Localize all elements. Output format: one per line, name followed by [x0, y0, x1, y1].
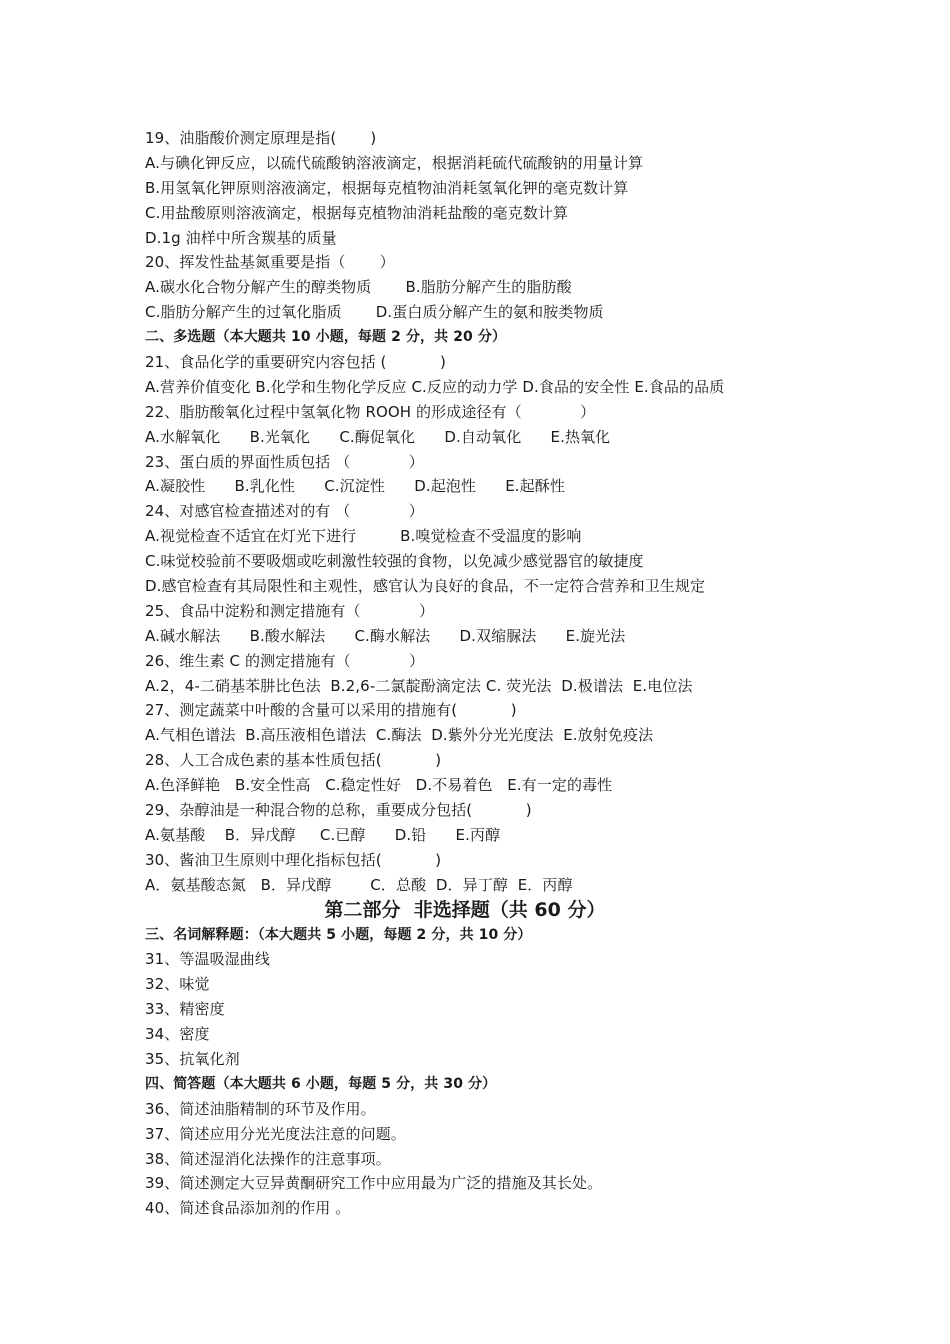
document-body: [145, 126, 845, 1221]
question-20-options-cd: C.脂肪分解产生的过氧化脂质 D.蛋白质分解产生的氨和胺类物质: [145, 303, 604, 322]
question-21-stem: 21、食品化学的重要研究内容包括 ( ): [145, 353, 447, 372]
question-21-options: A.营养价值变化 B.化学和生物化学反应 C.反应的动力学 D.食品的安全性 E.食品的品质: [145, 377, 725, 396]
part-2-title: 第二部分 非选择题（共 60 分）: [324, 898, 606, 921]
question-24-option-c: C.味觉校验前不要吸烟或吃刺激性较强的食物，以免减少感觉器官的敏捷度: [145, 552, 644, 571]
question-35: 35、抗氧化剂: [145, 1049, 240, 1068]
question-23-options: A.凝胶性 B.乳化性 C.沉淀性 D.起泡性 E.起酥性: [145, 477, 565, 496]
question-19-option-d: D.1g 油样中所含羰基的质量: [145, 228, 337, 247]
question-31: 31、等温吸湿曲线: [145, 950, 270, 969]
question-23-stem: 23、蛋白质的界面性质包括 （ ）: [145, 452, 424, 471]
question-28-stem: 28、人工合成色素的基本性质包括( ): [145, 751, 442, 770]
question-29-options: A.氨基酸 B．异戊醇 C.已醇 D.铅 E.丙醇: [145, 825, 501, 844]
question-24-stem: 24、对感官检查描述对的有 （ ）: [145, 502, 424, 521]
question-39: 39、简述测定大豆异黄酮研究工作中应用最为广泛的措施及其长处。: [145, 1174, 603, 1193]
question-24-options-ab: A.视觉检查不适宜在灯光下进行 B.嗅觉检查不受温度的影响: [145, 527, 582, 546]
section-3-heading: 三、名词解释题：（本大题共 5 小题，每题 2 分，共 10 分）: [145, 926, 532, 943]
question-20-options-ab: A.碳水化合物分解产生的醇类物质 B.脂肪分解产生的脂肪酸: [145, 278, 572, 297]
question-36: 36、简述油脂精制的环节及作用。: [145, 1099, 376, 1118]
question-26-stem: 26、维生素 C 的测定措施有（ ）: [145, 651, 425, 670]
question-34: 34、密度: [145, 1025, 210, 1044]
question-27-options: A.气相色谱法 B.高压液相色谱法 C.酶法 D.紫外分光光度法 E.放射免疫法: [145, 726, 654, 745]
question-40: 40、简述食品添加剂的作用 。: [145, 1199, 351, 1218]
question-30-options: A．氨基酸态氮 B．异戊醇 C．总酸 D．异丁醇 E．丙醇: [145, 875, 573, 894]
question-38: 38、简述湿消化法操作的注意事项。: [145, 1149, 391, 1168]
question-19-option-c: C.用盐酸原则溶液滴定，根据每克植物油消耗盐酸的毫克数计算: [145, 203, 569, 222]
question-19-option-b: B.用氢氧化钾原则溶液滴定，根据每克植物油消耗氢氧化钾的毫克数计算: [145, 178, 629, 197]
question-24-option-d: D.感官检查有其局限性和主观性，感官认为良好的食品，不一定符合营养和卫生规定: [145, 577, 706, 596]
question-25-stem: 25、食品中淀粉和测定措施有（ ）: [145, 601, 435, 620]
question-32: 32、味觉: [145, 975, 210, 994]
question-22-options: A.水解氧化 B.光氧化 C.酶促氧化 D.自动氧化 E.热氧化: [145, 427, 611, 446]
question-37: 37、简述应用分光光度法注意的问题。: [145, 1124, 406, 1143]
question-20-stem: 20、挥发性盐基氮重要是指（ ）: [145, 253, 395, 272]
question-25-options: A.碱水解法 B.酸水解法 C.酶水解法 D.双缩脲法 E.旋光法: [145, 626, 626, 645]
question-29-stem: 29、杂醇油是一种混合物的总称，重要成分包括( ): [145, 801, 532, 820]
question-22-stem: 22、脂肪酸氧化过程中氢氧化物 ROOH 的形成途径有（ ）: [145, 402, 596, 421]
section-2-heading: 二、多选题（本大题共 10 小题，每题 2 分，共 20 分）: [145, 329, 507, 346]
question-19-option-a: A.与碘化钾反应，以硫代硫酸钠溶液滴定，根据消耗硫代硫酸钠的用量计算: [145, 153, 644, 172]
question-30-stem: 30、酱油卫生原则中理化指标包括( ): [145, 850, 442, 869]
section-4-heading: 四、简答题（本大题共 6 小题，每题 5 分，共 30 分）: [145, 1075, 497, 1092]
question-28-options: A.色泽鲜艳 B.安全性高 C.稳定性好 D.不易着色 E.有一定的毒性: [145, 776, 613, 795]
question-27-stem: 27、测定蔬菜中叶酸的含量可以采用的措施有( ): [145, 701, 517, 720]
question-33: 33、精密度: [145, 1000, 225, 1019]
question-19-stem: 19、油脂酸价测定原理是指( ): [145, 129, 377, 147]
question-26-options: A.2，4-二硝基苯肼比色法 B.2,6-二氯靛酚滴定法 C. 荧光法 D.极谱法 E.电位法: [145, 676, 693, 695]
